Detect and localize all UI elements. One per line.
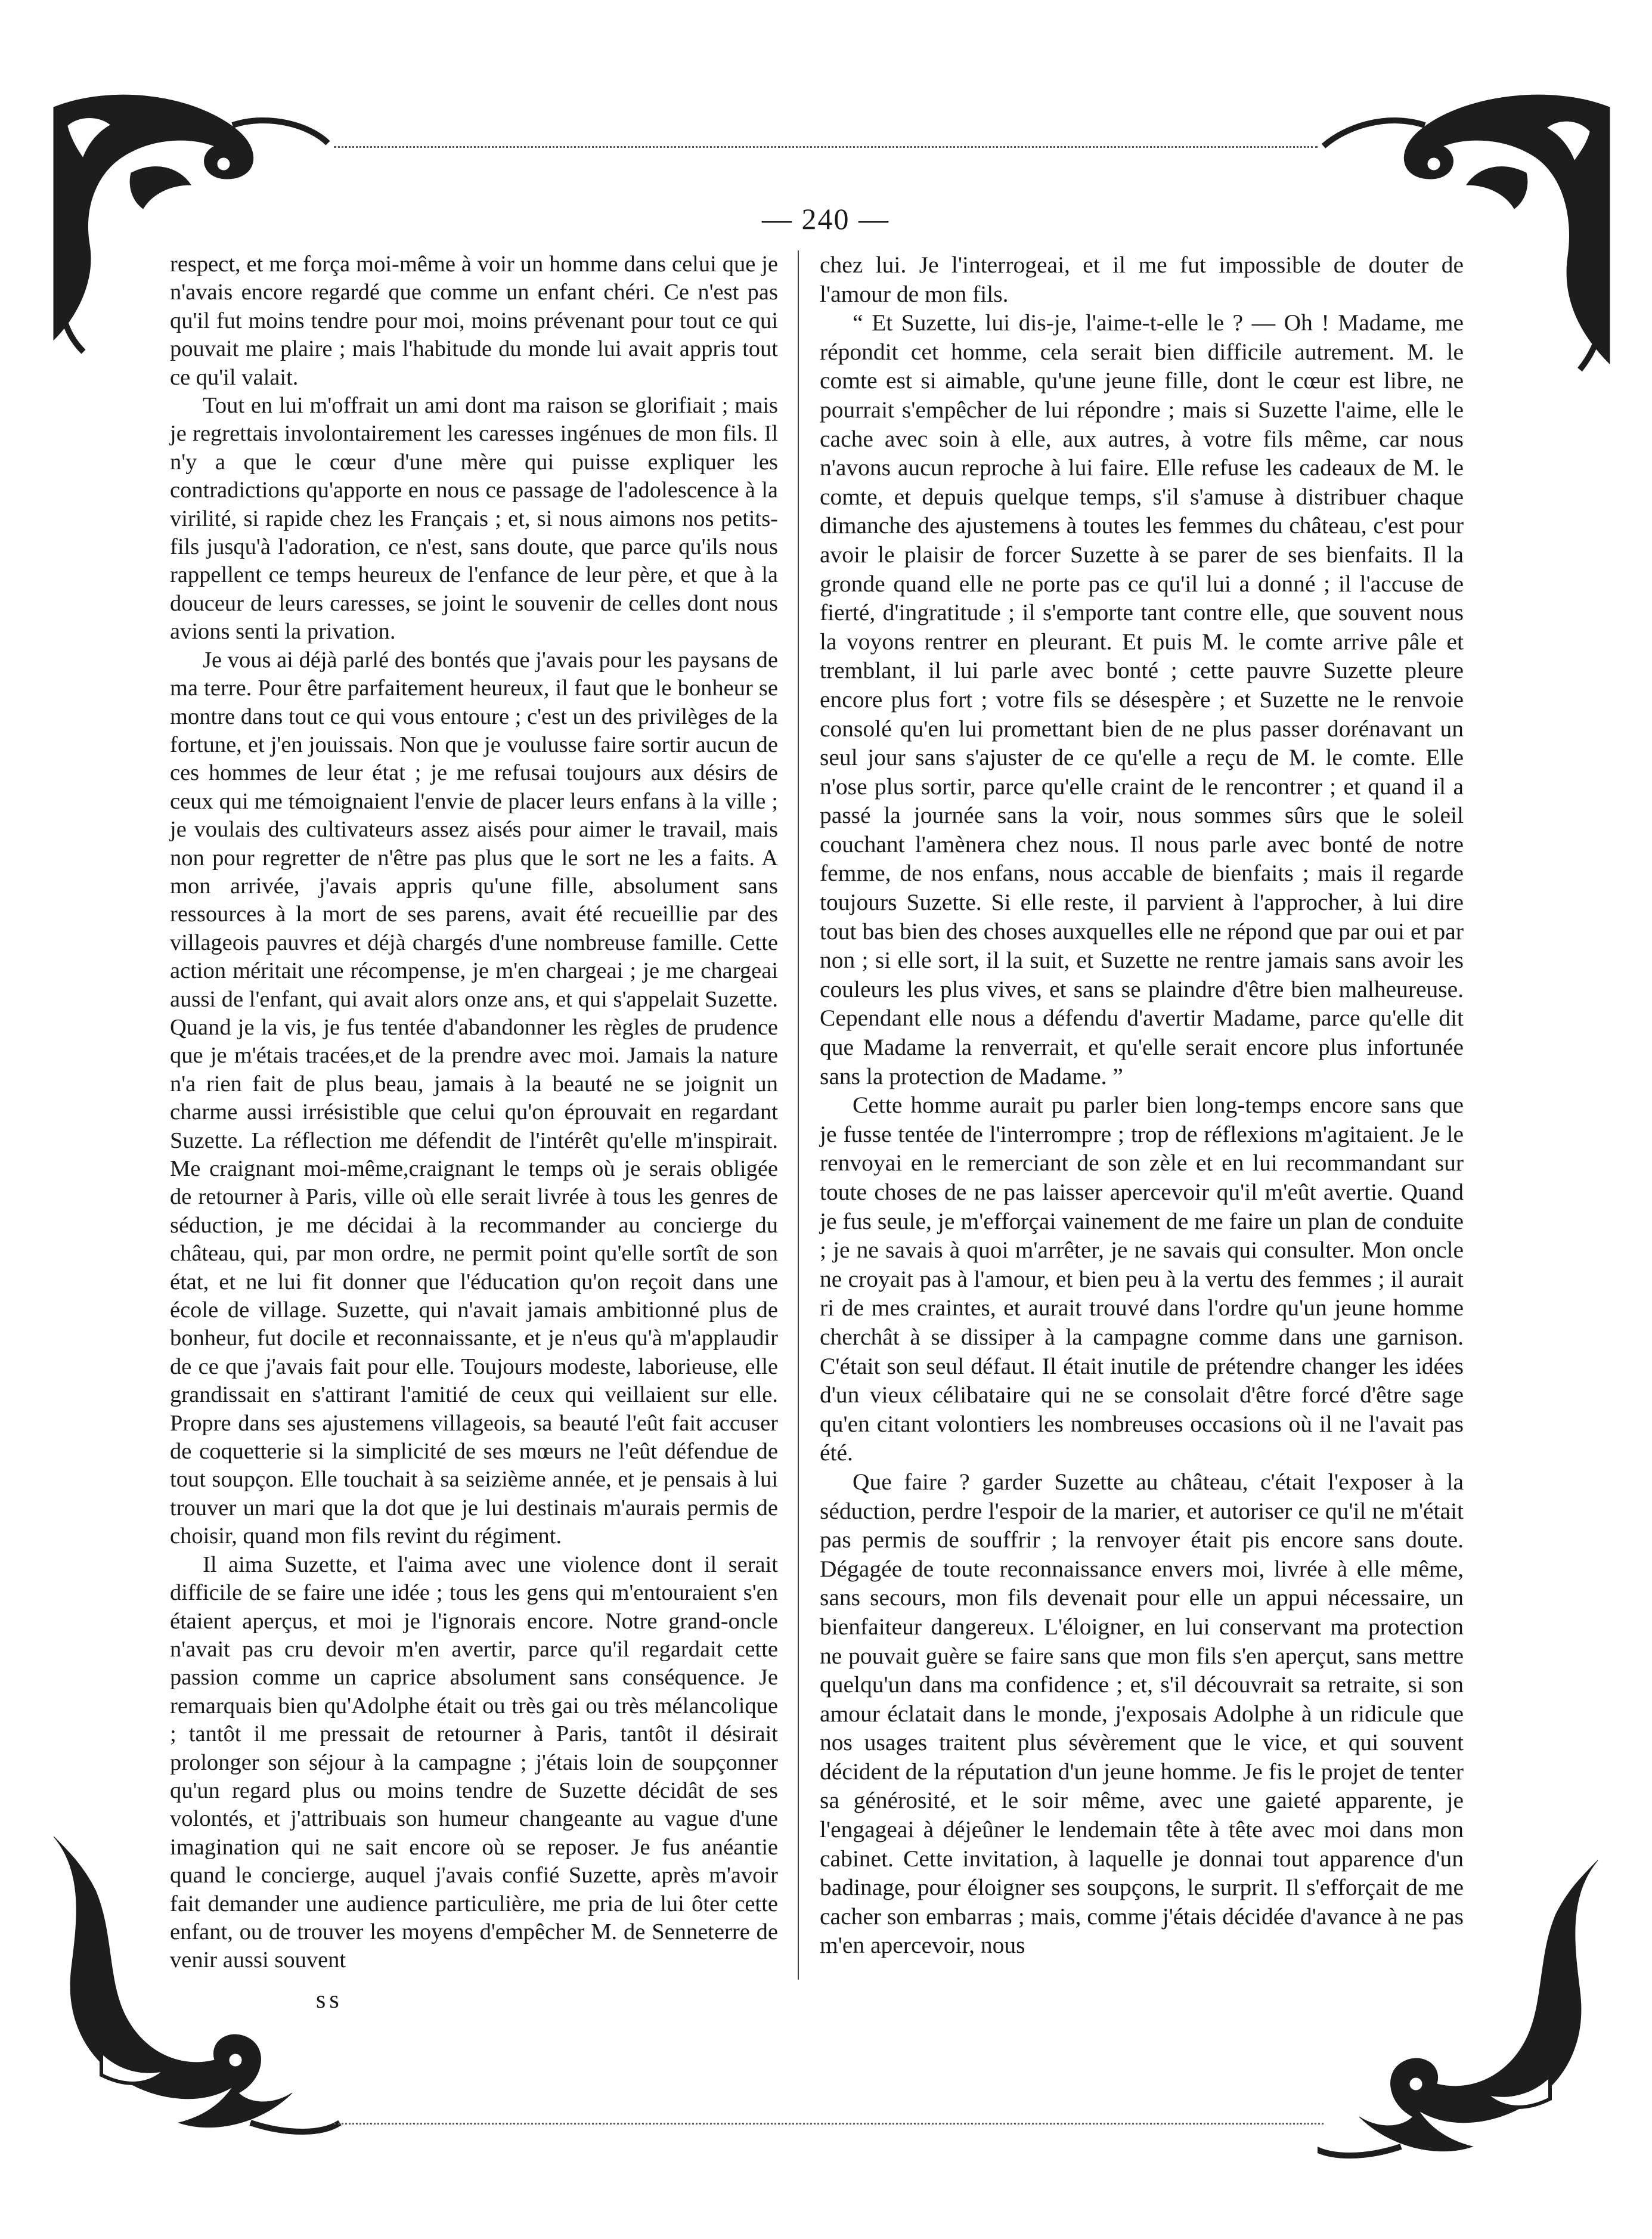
paragraph: “ Et Suzette, lui dis-je, l'aime-t-elle le ? — Oh ! Madame, me répondit cet homme, cela serait bien difficile autrement. M. le comte est si aimable, qu'une jeune fille, dont le cœur est libre, ne pourrait s'empêcher de lui répondre ; mais si Suzette l'aime, elle le cache avec soin à elle, aux autres, à votre fils même, car nous n'avons aucun reproche à lui faire. Elle refuse les cadeaux de M. le comte, et depuis quelque temps, s'il s'amuse à distribuer chaque dimanche des ajustemens à toutes les femmes du château, c'est pour avoir le plaisir de forcer Suzette à se parer de ses bienfaits. Il la gronde quand elle ne porte pas ce qu'il lui a donné ; il l'accuse de fierté, d'ingratitude ; il s'emporte tant contre elle, que souvent nous la voyons rentrer en pleurant. Et puis M. le comte arrive pâle et tremblant, il lui parle avec bonté ; cette pauvre Suzette pleure encore plus fort ; votre fils se désespère ; et Suzette ne le renvoie consolé qu'en lui promettant bien de ne plus passer dorénavant un seul jour sans s'ajuster de ce qu'elle a reçu de M. le comte. Elle n'ose plus sortir, parce qu'elle craint de le rencontrer ; et quand il a passé la journée sans la voir, nous sommes sûrs que le soleil couchant l'amènera chez nous. Il nous parle avec bonté de notre femme, de nos enfans, nous accable de bienfaits ; mais il regarde toujours Suzette. Si elle reste, il parvient à l'approcher, à lui dire tout bas bien des choses auxquelles elle ne répond que par oui et par non ; si elle sort, il la suit, et Suzette ne rentre jamais sans avoir les couleurs les plus vives, et sans se plaindre d'être bien malheureuse. Cependant elle nous a défendu d'avertir Madame, parce qu'elle dit que Madame la renverrait, et qu'elle serait encore plus infortunée sans la protection de Madame. ” <box>820 309 1464 1089</box>
paragraph: Que faire ? garder Suzette au château, c'était l'exposer à la séduction, perdre l'espoir de la marier, et autoriser ce qu'il ne m'était pas permis de souffrir ; la renvoyer était pis encore sans doute. Dégagée de toute reconnaissance envers moi, livrée à elle même, sans secours, mon fils devenait pour elle un appui nécessaire, un bienfaiteur dangereux. L'éloigner, en lui conservant ma protection ne pouvait guère se faire sans que mon fils s'en aperçut, sans mettre quelqu'un dans ma confidence ; et, s'il découvrait sa retraite, si son amour éclatait dans le monde, j'exposais Adolphe à un ridicule que nos usages traitent plus sévèrement que le vice, et qui souvent décident de la réputation d'un jeune homme. Je fis le projet de tenter sa générosité, et le soir même, avec une gaieté apparente, je l'engageai à déjeûner le lendemain tête à tête avec moi dans mon cabinet. Cette invitation, à laquelle je donnai tout apparence d'un badinage, pour éloigner ses soupçons, le surprit. Il s'efforçait de me cacher son embarras ; mais, comme j'étais décidée d'avance à ne pas m'en apercevoir, nous <box>820 1468 1464 1959</box>
paragraph: chez lui. Je l'interrogeai, et il me fut impossible de douter de l'amour de mon fils. <box>820 252 1464 307</box>
right-column <box>820 250 1464 1960</box>
paragraph: Je vous ai déjà parlé des bontés que j'avais pour les paysans de ma terre. Pour être parfaitement heureux, il faut que le bonheur se montre dans tout ce qui vous entoure ; c'est un des privilèges de la fortune, et j'en jouissais. Non que je voulusse faire sortir aucun de ces hommes de leur état ; je me refusai toujours aux désirs de ceux qui me témoignaient l'envie de placer leurs enfans à la ville ; je voulais des cultivateurs assez aisés pour aimer le travail, mais non pour regretter de n'être pas plus que le sort ne les a faits. A mon arrivée, j'avais appris qu'une fille, absolument sans ressources à la mort de ses parens, avait été recueillie par des villageois pauvres et déjà chargés d'une nombreuse famille. Cette action méritait une récompense, je m'en chargeai ; je me chargeai aussi de l'enfant, qui avait alors onze ans, et qui s'appelait Suzette. Quand je la vis, je fus tentée d'abandonner les règles de prudence que je m'étais tracées,et de la prendre avec moi. Jamais la nature n'a rien fait de plus beau, jamais à la beauté ne se joignit un charme aussi irrésistible que celui qu'on éprouvait en regardant Suzette. La réflection me défendit de l'intérêt qu'elle m'inspirait. Me craignant moi-même,craignant le temps où je serais obligée de retourner à Paris, ville où elle serait livrée à tous les genres de séduction, je me décidai à la recommander au concierge du château, qui, par mon ordre, ne permit point qu'elle sortît de son état, et ne lui fit donner que l'éducation qu'on reçoit dans une école de village. Suzette, qui n'avait jamais ambitionné plus de bonheur, fut docile et reconnaissante, et je n'eus qu'à m'applaudir de ce que j'avais fait pour elle. Toujours modeste, laborieuse, elle grandissait en s'attirant l'amitié de ceux qui veillaient sur elle. Propre dans ses ajustemens villageois, sa beauté l'eût fait accuser de coquetterie si la simplicité de ses mœurs ne l'eût défendue de tout soupçon. Elle touchait à sa seizième année, et je pensais à lui trouver un mari que la dot que je lui destinais m'aurais permis de choisir, quand mon fils revint du régiment. <box>170 647 778 1549</box>
top-border-rule <box>334 146 1318 148</box>
paragraph: Tout en lui m'offrait un ami dont ma raison se glorifiait ; mais je regrettais involontairement les caresses ingénues de mon fils. Il n'y a que le cœur d'une mère qui puisse expliquer les contradictions qu'apporte en nous ce passage de l'adolescence à la virilité, si rapide chez les Français ; et, si nous aimons nos petits-fils jusqu'à l'adoration, ce n'est, sans doute, que parce qu'ils nous rappellent ce temps heureux de l'enfance de leur père, et que à la douceur de leurs caresses, se joint le souvenir de celles dont nous avions senti la privation. <box>170 393 778 645</box>
left-column <box>170 250 778 1975</box>
paragraph: Il aima Suzette, et l'aima avec une violence dont il serait difficile de se faire une idée ; tous les gens qui m'entouraient s'en étaient aperçus, et moi je l'ignorais encore. Notre grand-oncle n'avait pas cru devoir m'en avertir, parce qu'il regardait cette passion comme un caprice absolument sans conséquence. Je remarquais bien qu'Adolphe était ou très gai ou très mélancolique ; tantôt il me pressait de retourner à Paris, tantôt il désirait prolonger son séjour à la campagne ; j'étais loin de soupçonner qu'un regard plus ou moins tendre de Suzette décidât de ses volontés, et j'attribuais son humeur changeante au vague d'une imagination qui ne sait encore où se reposer. Je fus anéantie quand le concierge, auquel j'avais confié Suzette, après m'avoir fait demander une audience particulière, me pria de lui ôter cette enfant, ou de trouver les moyens d'empêcher M. de Senneterre de venir aussi souvent <box>170 1551 778 1973</box>
column-divider <box>798 250 799 1980</box>
paragraph: respect, et me força moi-même à voir un homme dans celui que je n'avais encore regardé que comme un enfant chéri. Ce n'est pas qu'il fut moins tendre pour moi, moins prévenant pour tout ce qui pouvait me plaire ; mais l'habitude du monde lui avait appris tout ce qu'il valait. <box>170 252 778 390</box>
page-number: — 240 — <box>762 202 889 236</box>
printer-signature: ss <box>316 1986 343 2014</box>
bottom-border-rule <box>334 2123 1324 2125</box>
paragraph: Cette homme aurait pu parler bien long-temps encore sans que je fusse tentée de l'interrompre ; trop de réflexions m'agitaient. Je le renvoyai en le remerciant de son zèle et en lui recommandant sur toute choses de ne pas laisser apercevoir qu'il m'eût avertie. Quand je fus seule, je m'efforçai vainement de me faire un plan de conduite ; je ne savais à quoi m'arrêter, je ne savais qui consulter. Mon oncle ne croyait pas à l'amour, et bien peu à la vertu des femmes ; il aurait ri de mes craintes, et aurait trouvé dans l'ordre qu'un jeune homme cherchât à se dissiper à la campagne comme dans une garnison. C'était son seul défaut. Il était inutile de prétendre changer les idées d'un vieux célibataire qui ne se consolait d'être forcé d'être sage qu'en citant volontiers les nombreuses occasions où il ne l'avait pas été. <box>820 1092 1464 1466</box>
